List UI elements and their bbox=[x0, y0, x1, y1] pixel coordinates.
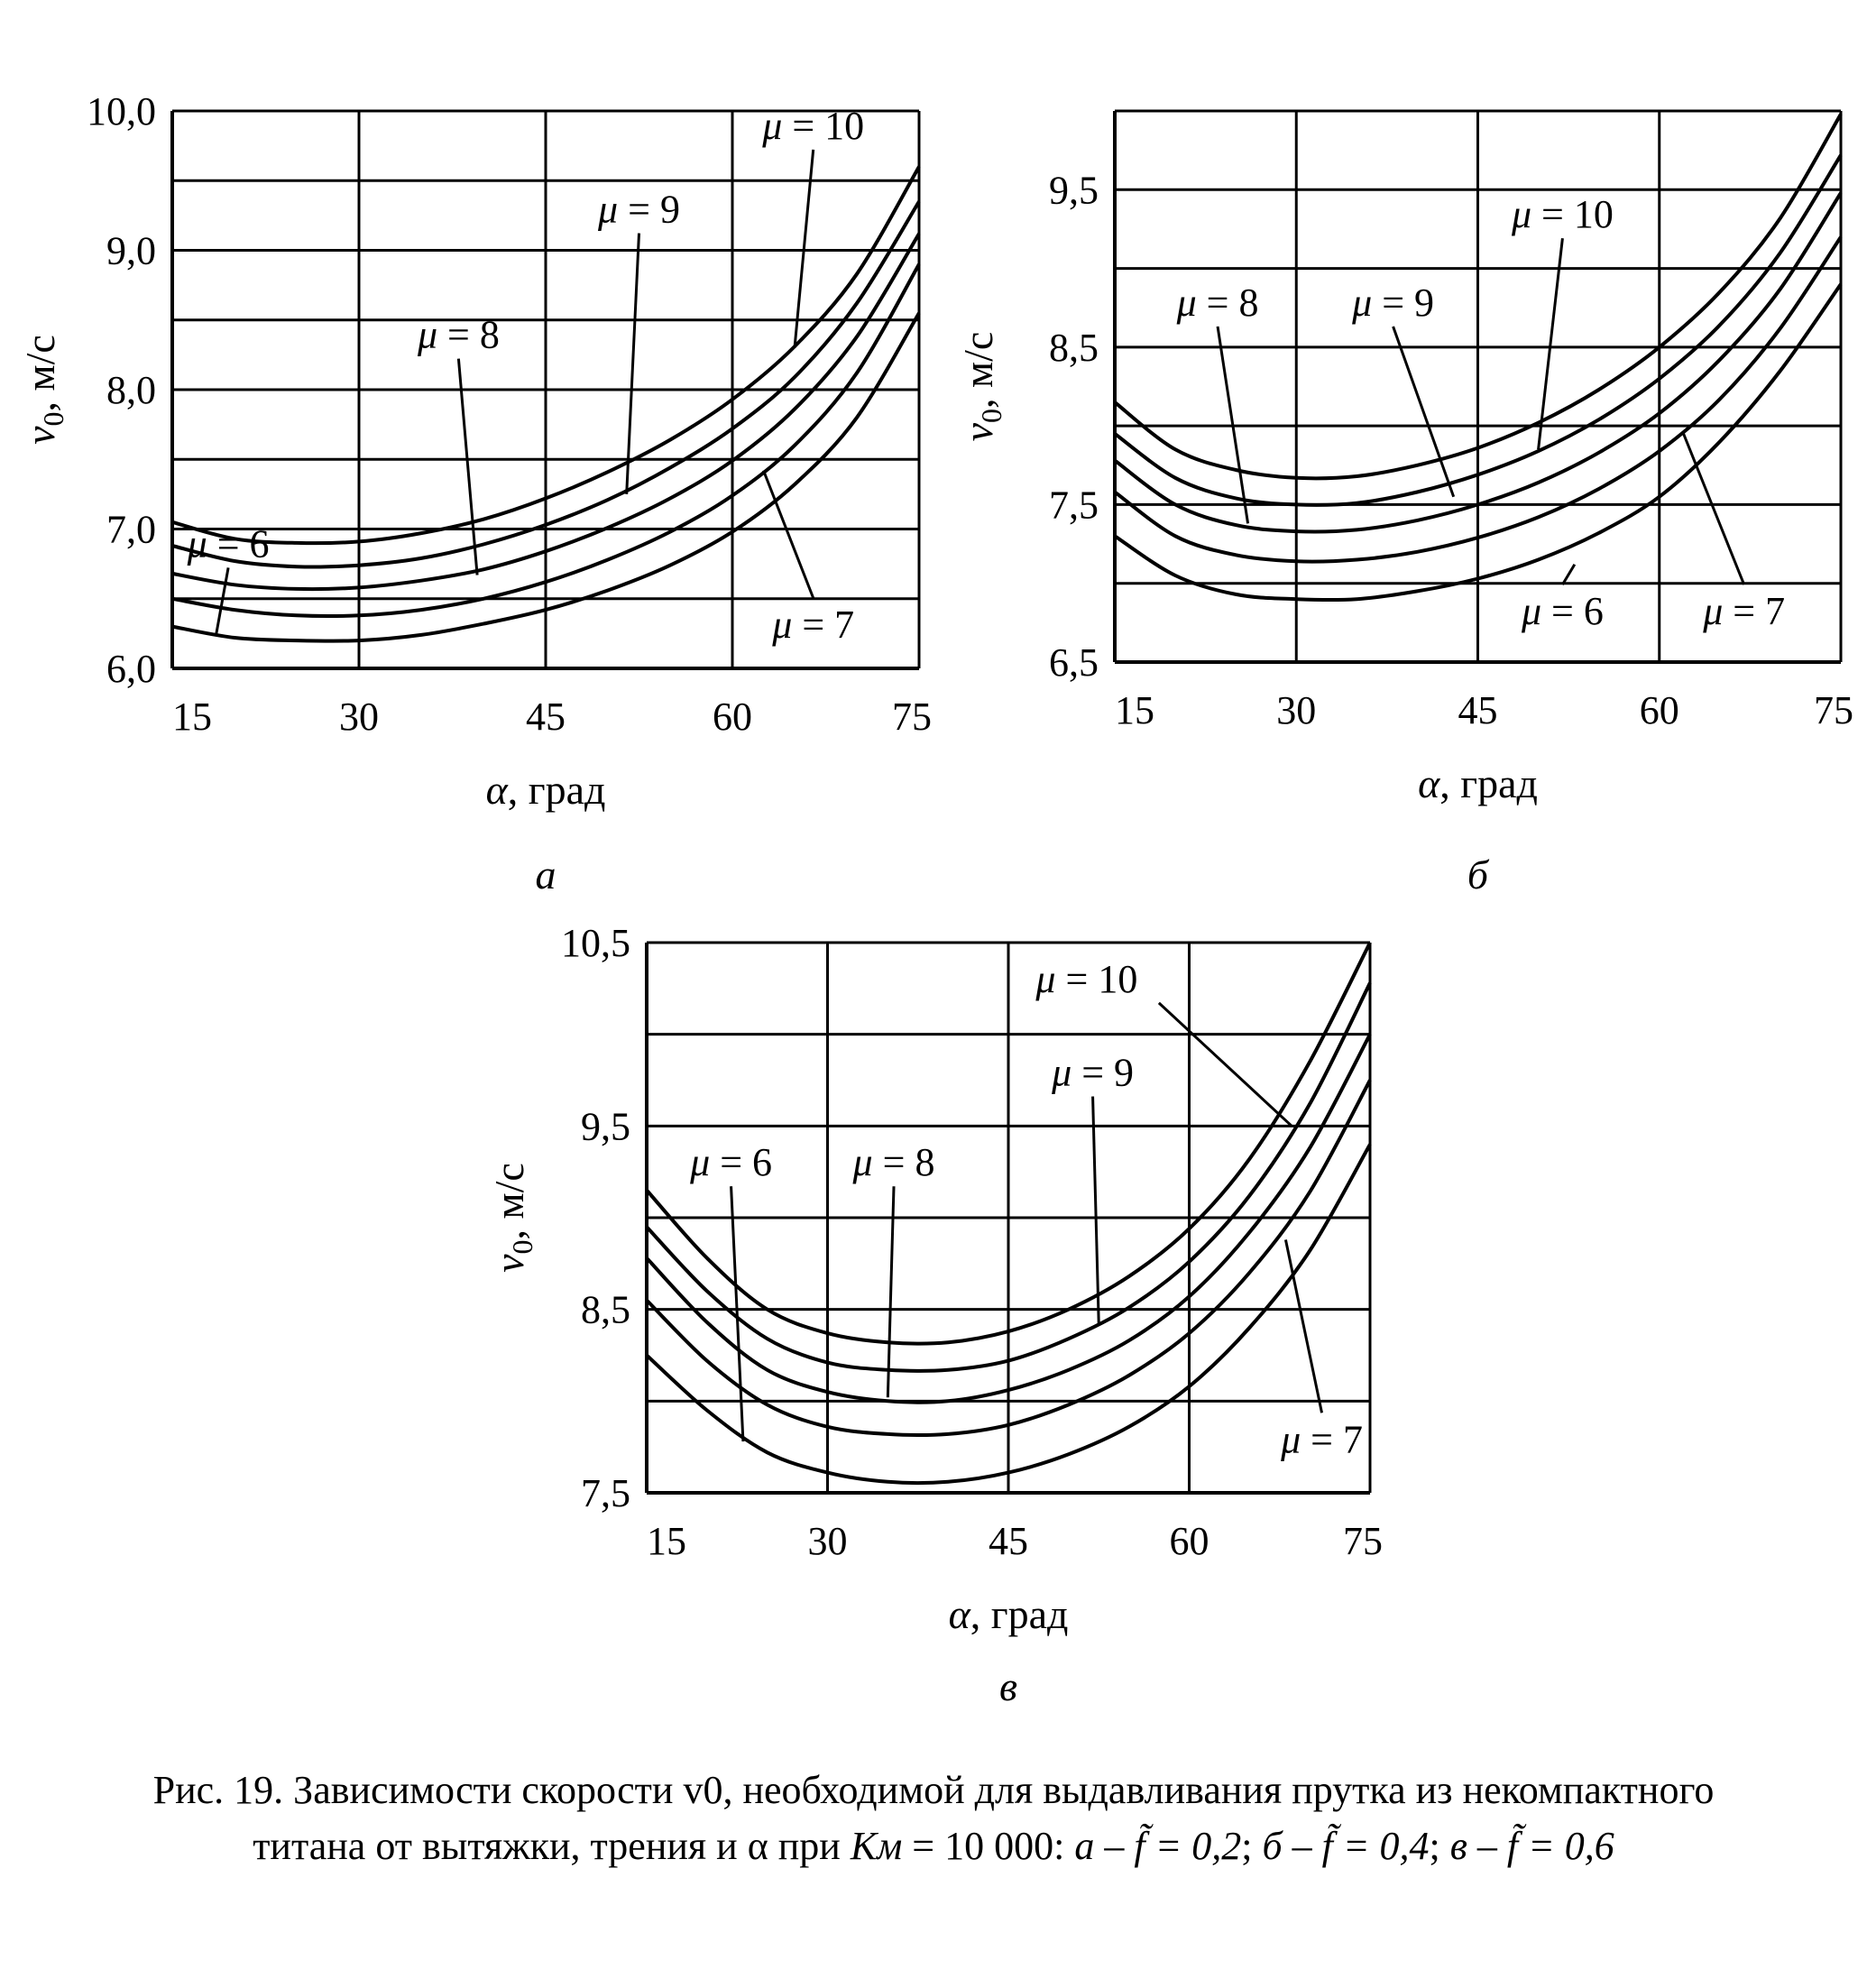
x-tick-label: 15 bbox=[1115, 688, 1154, 732]
x-axis-label: α, град bbox=[1418, 760, 1538, 806]
caption-b: б – f̃ = 0,4 bbox=[1262, 1824, 1430, 1868]
x-tick-label: 45 bbox=[526, 695, 566, 739]
x-tick-label: 75 bbox=[1343, 1519, 1383, 1563]
annotation-leader bbox=[627, 234, 639, 494]
x-tick-label: 15 bbox=[172, 695, 212, 739]
series-label: μ = 9 bbox=[1352, 280, 1435, 325]
caption-c: в – f̃ = 0,6 bbox=[1449, 1824, 1614, 1868]
series-label: μ = 8 bbox=[1176, 280, 1259, 325]
annotation-leader bbox=[1684, 434, 1744, 584]
series-label: μ = 8 bbox=[417, 312, 500, 357]
series-label: μ = 7 bbox=[1281, 1417, 1363, 1462]
y-tick-label: 10,5 bbox=[561, 921, 630, 965]
series-label: μ = 10 bbox=[762, 103, 865, 148]
x-tick-label: 45 bbox=[1458, 688, 1498, 732]
x-tick-label: 30 bbox=[807, 1519, 848, 1563]
y-tick-label: 6,5 bbox=[1049, 640, 1099, 685]
series-label: μ = 8 bbox=[852, 1140, 935, 1185]
annotation-leader bbox=[1159, 1003, 1292, 1126]
y-tick-label: 10,0 bbox=[87, 89, 156, 133]
annotation-leader bbox=[216, 567, 228, 636]
y-axis-label: $v_0$, м/с bbox=[17, 335, 69, 445]
chart-panel-в bbox=[486, 921, 1383, 1709]
y-tick-label: 7,0 bbox=[106, 507, 156, 552]
panel-label: б bbox=[1467, 851, 1489, 897]
x-tick-label: 60 bbox=[1169, 1519, 1209, 1563]
series-label: μ = 6 bbox=[187, 521, 270, 566]
panel-label: в bbox=[999, 1663, 1017, 1709]
x-tick-label: 45 bbox=[989, 1519, 1028, 1563]
figure-caption-line-1: Рис. 19. Зависимости скорости v0, необходимой для выдавливания прутка из некомпактного bbox=[152, 1768, 1715, 1812]
y-axis-label: $v_0$, м/с bbox=[955, 331, 1007, 442]
chart-panel-б bbox=[955, 111, 1853, 897]
annotation-leader bbox=[1093, 1097, 1099, 1324]
caption-km: Kм bbox=[850, 1824, 903, 1868]
series-label: μ = 7 bbox=[772, 603, 855, 648]
x-axis-label: α, град bbox=[485, 767, 606, 813]
x-tick-label: 75 bbox=[892, 695, 932, 739]
annotation-leader bbox=[1562, 565, 1574, 584]
caption-text: титана от вытяжки, трения и α при bbox=[253, 1824, 851, 1868]
x-tick-label: 60 bbox=[1639, 688, 1679, 732]
annotation-leader bbox=[458, 359, 477, 575]
y-tick-label: 8,5 bbox=[581, 1287, 630, 1332]
series-label: μ = 10 bbox=[1035, 956, 1138, 1001]
caption-text-2: = 10 000: bbox=[902, 1824, 1075, 1868]
y-axis-label: $v_0$, м/с bbox=[486, 1163, 538, 1273]
series-label: μ = 10 bbox=[1511, 192, 1614, 237]
caption-a: а – f̃ = 0,2 bbox=[1074, 1824, 1242, 1868]
x-tick-label: 15 bbox=[647, 1519, 686, 1563]
y-tick-label: 6,0 bbox=[106, 647, 156, 691]
annotation-leader bbox=[1393, 327, 1454, 497]
y-tick-label: 9,5 bbox=[1049, 168, 1099, 213]
annotation-leader bbox=[1285, 1239, 1321, 1413]
x-tick-label: 75 bbox=[1814, 688, 1853, 732]
x-tick-label: 30 bbox=[339, 695, 379, 739]
y-tick-label: 7,5 bbox=[581, 1471, 630, 1515]
series-label: μ = 6 bbox=[690, 1140, 773, 1185]
x-tick-label: 30 bbox=[1276, 688, 1317, 732]
chart-panel-a bbox=[17, 89, 932, 897]
x-axis-label: α, град bbox=[948, 1591, 1069, 1637]
y-tick-label: 9,5 bbox=[581, 1104, 630, 1149]
series-label: μ = 9 bbox=[598, 187, 680, 232]
y-tick-label: 9,0 bbox=[106, 228, 156, 273]
figure-caption-line-2: титана от вытяжки, трения и α при Kм = 10 000: а – f̃ = 0,2; б – f̃ = 0,4; в – f̃ = 0,6 bbox=[253, 1824, 1614, 1868]
panel-label: а bbox=[535, 851, 556, 897]
x-tick-label: 60 bbox=[713, 695, 752, 739]
series-label: μ = 6 bbox=[1521, 589, 1604, 634]
y-tick-label: 8,0 bbox=[106, 368, 156, 412]
y-tick-label: 8,5 bbox=[1049, 325, 1099, 370]
series-label: μ = 7 bbox=[1703, 589, 1786, 634]
y-tick-label: 7,5 bbox=[1049, 483, 1099, 528]
series-label: μ = 9 bbox=[1052, 1050, 1135, 1095]
